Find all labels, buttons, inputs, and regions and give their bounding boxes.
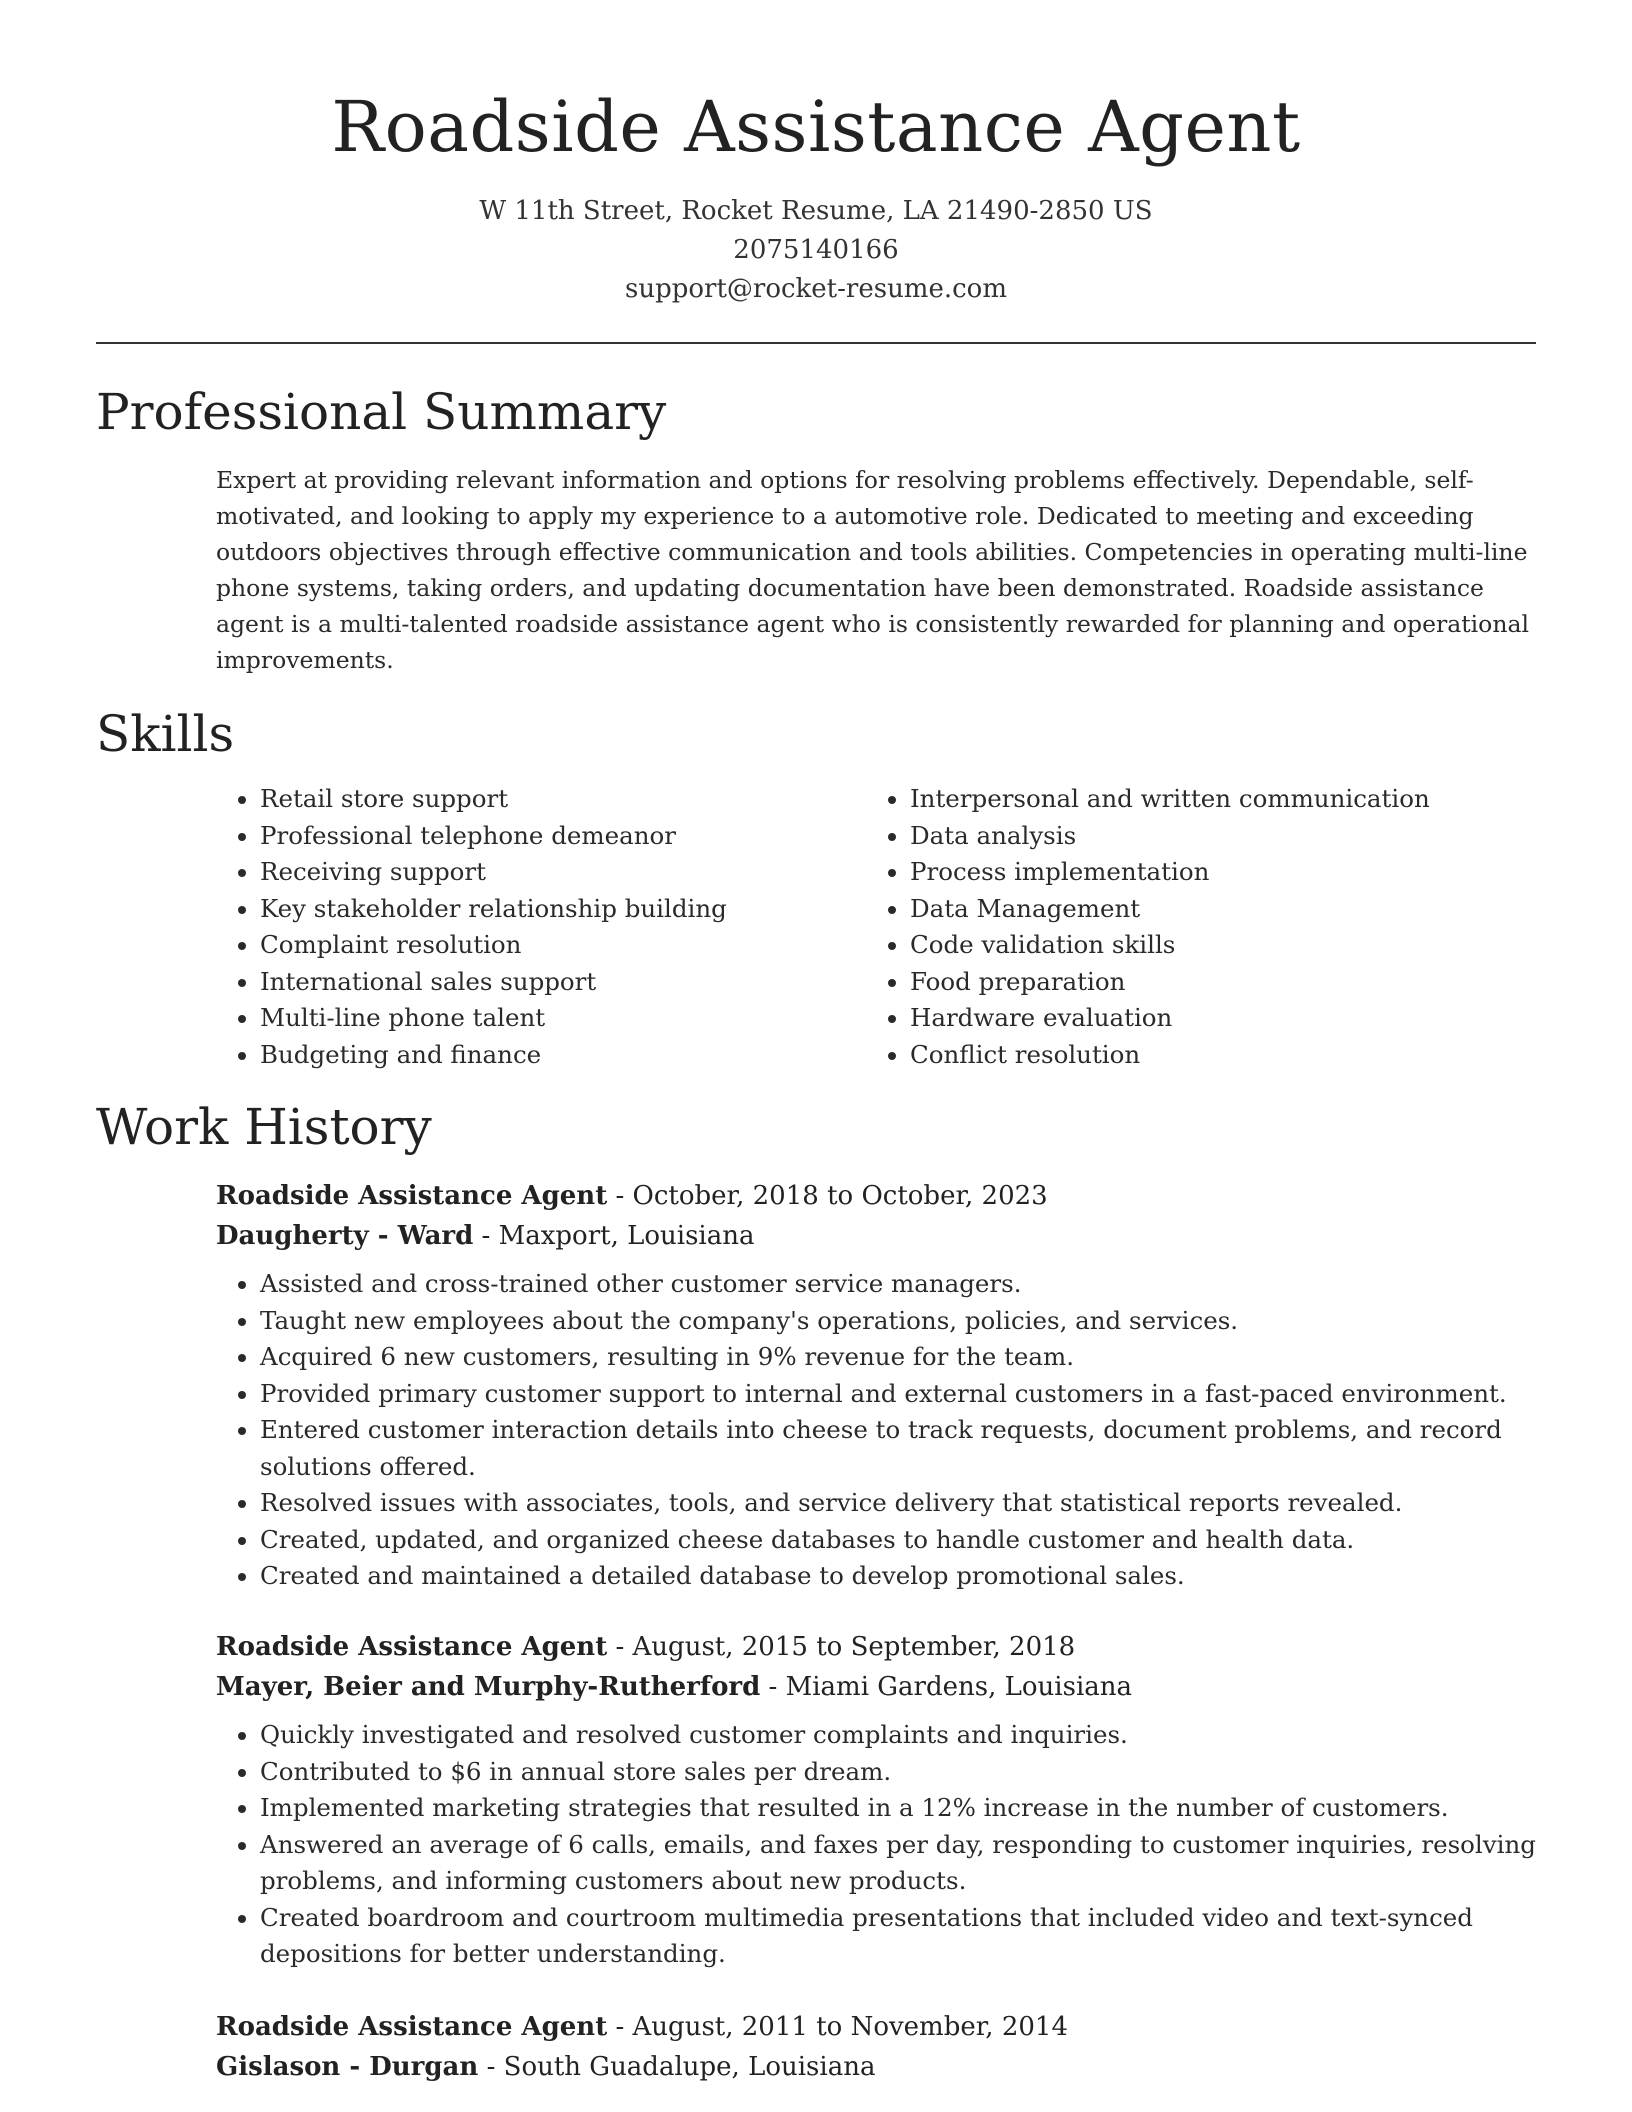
job-bullets	[216, 1717, 1536, 1973]
skill-item: • Key stakeholder relationship building	[260, 891, 866, 928]
skill-item: • Retail store support	[260, 781, 866, 818]
job-company: Gislason - Durgan	[216, 2052, 479, 2082]
header-divider	[96, 342, 1536, 344]
job-title-line	[216, 1627, 1536, 1667]
skills-heading: Skills	[96, 705, 235, 763]
job-bullet: • Resolved issues with associates, tools, and service delivery that statistical reports revealed.	[260, 1485, 1536, 1522]
job-dates: - August, 2015 to September, 2018	[607, 1632, 1076, 1662]
skill-item: • Food preparation	[910, 964, 1516, 1001]
summary-text: Expert at providing relevant information and options for resolving problems effectively. Dependable, self-motivated, and looking to apply my experience to a automotive role. Dedicated to meeting and exceeding outdoors objectives through effective communication and tools abilities. Competencies in operating multi-line phone systems, taking orders, and updating documentation have been demonstrated. Roadside assistance agent is a multi-talented roadside assistance agent who is consistently rewarded for planning and operational improvements.	[216, 466, 1529, 674]
job-location: - Maxport, Louisiana	[473, 1221, 755, 1251]
job-bullet: • Answered an average of 6 calls, emails, and faxes per day, responding to customer inquiries, resolving problems, and informing customers about new products.	[260, 1827, 1536, 1900]
job-bullet: • Created, updated, and organized cheese databases to handle customer and health data.	[260, 1522, 1536, 1559]
skill-item: • Conflict resolution	[910, 1037, 1516, 1074]
job-title-line	[216, 1176, 1536, 1216]
skills-column-right	[866, 781, 1516, 1073]
contact-address: W 11th Street, Rocket Resume, LA 21490-2850 US	[479, 196, 1153, 226]
contact-phone: 2075140166	[733, 235, 899, 265]
job-bullet: • Created and maintained a detailed database to develop promotional sales.	[260, 1558, 1536, 1595]
skill-item: • Process implementation	[910, 854, 1516, 891]
job-location: - Miami Gardens, Louisiana	[760, 1672, 1133, 1702]
job-role: Roadside Assistance Agent	[216, 2012, 608, 2042]
job-bullet: • Implemented marketing strategies that resulted in a 12% increase in the number of customers.	[260, 1790, 1536, 1827]
job-bullet: • Assisted and cross-trained other customer service managers.	[260, 1266, 1536, 1303]
skill-item: • International sales support	[260, 964, 866, 1001]
job-entry	[216, 1627, 1536, 1973]
contact-email: support@rocket-resume.com	[624, 274, 1007, 304]
work-history-heading: Work History	[96, 1098, 432, 1156]
skill-item: • Professional telephone demeanor	[260, 818, 866, 855]
job-employer-line	[216, 1216, 1536, 1256]
job-employer-line	[216, 1667, 1536, 1707]
job-bullet: • Created boardroom and courtroom multimedia presentations that included video and text-synced depositions for better understanding.	[260, 1900, 1536, 1973]
skills-list	[216, 781, 1536, 1073]
resume-name: Roadside Assistance Agent	[331, 86, 1301, 168]
job-location: - South Guadalupe, Louisiana	[478, 2052, 876, 2082]
job-company: Daugherty - Ward	[216, 1221, 474, 1251]
skill-item: • Code validation skills	[910, 927, 1516, 964]
job-entry	[216, 1176, 1536, 1595]
skill-item: • Interpersonal and written communication	[910, 781, 1516, 818]
summary-heading: Professional Summary	[96, 383, 667, 441]
skill-item: • Budgeting and finance	[260, 1037, 866, 1074]
skill-item: • Data Management	[910, 891, 1516, 928]
skill-item: • Receiving support	[260, 854, 866, 891]
job-bullets	[216, 1266, 1536, 1595]
job-title-line	[216, 2007, 1536, 2047]
job-company: Mayer, Beier and Murphy-Rutherford	[216, 1672, 761, 1702]
contact-block	[0, 192, 1632, 309]
job-bullet: • Taught new employees about the company's operations, policies, and services.	[260, 1303, 1536, 1340]
job-bullet: • Entered customer interaction details into cheese to track requests, document problems, and record solutions offered.	[260, 1412, 1536, 1485]
job-entry	[216, 2007, 1536, 2087]
job-role: Roadside Assistance Agent	[216, 1632, 608, 1662]
job-dates: - August, 2011 to November, 2014	[607, 2012, 1068, 2042]
skill-item: • Multi-line phone talent	[260, 1000, 866, 1037]
job-bullet: • Quickly investigated and resolved customer complaints and inquiries.	[260, 1717, 1536, 1754]
job-role: Roadside Assistance Agent	[216, 1181, 608, 1211]
job-bullet: • Contributed to $6 in annual store sales per dream.	[260, 1754, 1536, 1791]
skill-item: • Hardware evaluation	[910, 1000, 1516, 1037]
job-bullet: • Provided primary customer support to internal and external customers in a fast-paced environment.	[260, 1376, 1536, 1413]
job-employer-line	[216, 2047, 1536, 2087]
skills-column-left	[216, 781, 866, 1073]
skill-item: • Data analysis	[910, 818, 1516, 855]
skill-item: • Complaint resolution	[260, 927, 866, 964]
job-bullet: • Acquired 6 new customers, resulting in 9% revenue for the team.	[260, 1339, 1536, 1376]
job-dates: - October, 2018 to October, 2023	[607, 1181, 1048, 1211]
